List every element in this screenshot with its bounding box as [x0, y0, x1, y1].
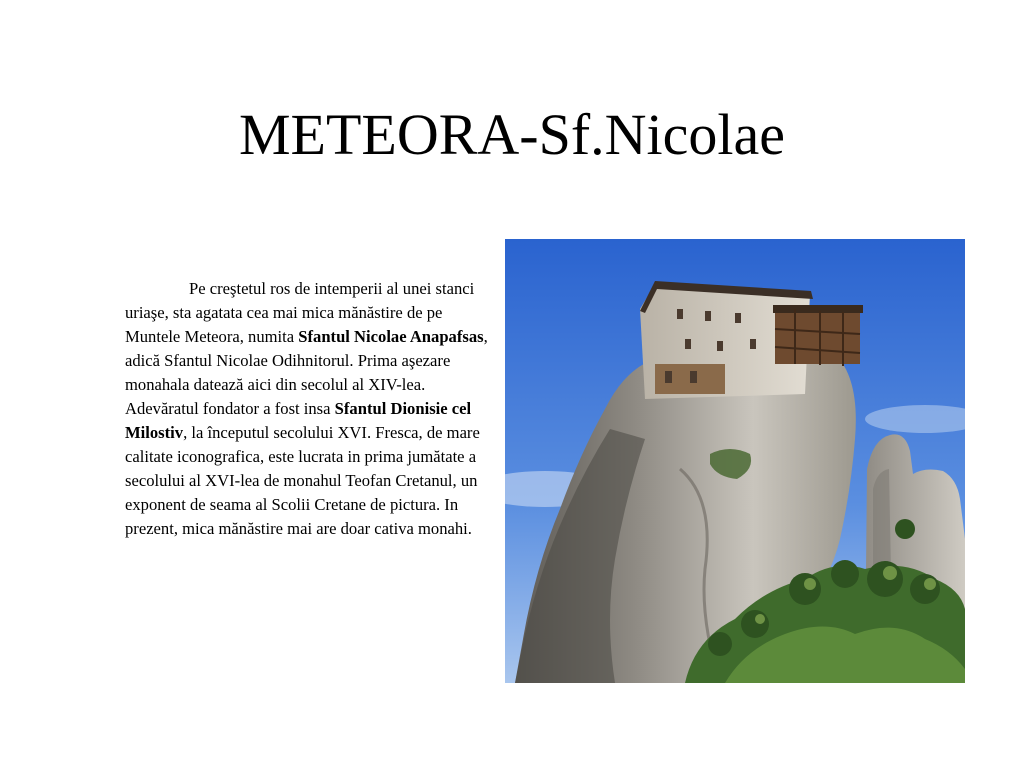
paragraph-text-2: , adică Sfantul Nicolae Odihnitorul. Prima aşezare monahala datează aici din secolul al XIV-lea. Adevăratul fondator a fost insa — [125, 327, 488, 418]
paragraph-text-1: Pe creştetul ros de intemperii al unei stanci uriaşe, sta agatata cea mai mica mănăstire de pe Muntele Meteora, numita — [125, 279, 475, 346]
description-paragraph — [125, 277, 493, 541]
monastery-illustration — [505, 239, 965, 683]
founder-name: Sfantul Dionisie cel Milostiv — [125, 399, 472, 442]
monastery-photo — [505, 239, 965, 683]
wooden-balcony — [775, 309, 860, 364]
slide-title: METEORA-Sf.Nicolae — [238, 102, 786, 167]
paragraph-text-3: , la începutul secolului XVI. Fresca, de mare calitate iconografica, este lucrata in prima jumătate a secolului al XVI-lea de monahul Teofan Cretanul, un exponent de seama al Scolii Cretane de pictura. In prezent, mica mănăstire mai are doar cativa monahi. — [125, 423, 480, 538]
balcony-roof — [773, 305, 863, 313]
monastery-name: Sfantul Nicolae Anapafsas — [298, 327, 484, 346]
